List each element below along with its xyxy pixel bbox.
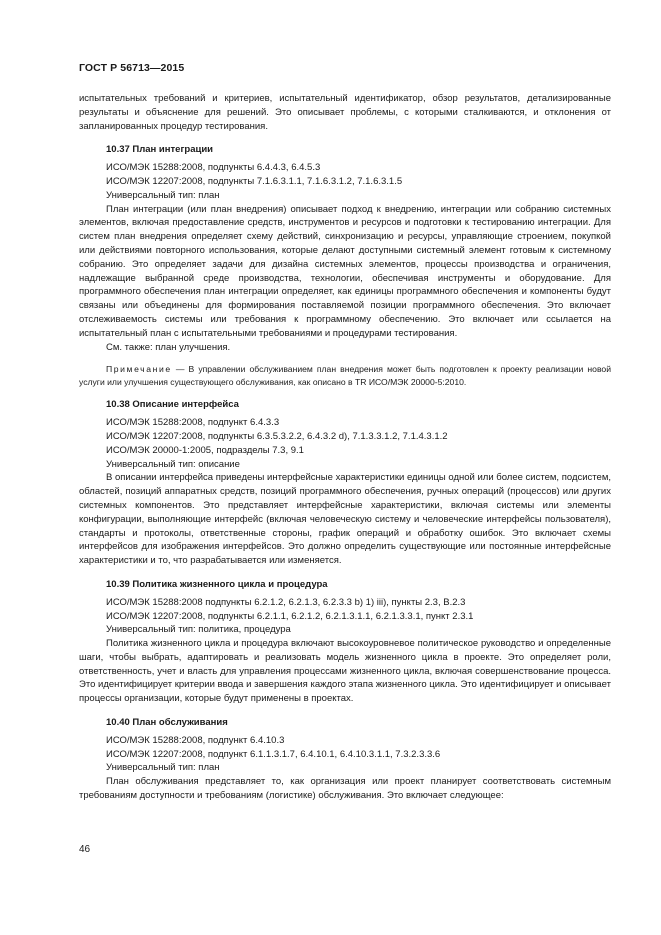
reference-line: ИСО/МЭК 12207:2008, подпункты 6.2.1.1, 6.2.1.2, 6.2.1.3.1.1, 6.2.1.3.3.1, пункт 2.3.1 [106, 610, 474, 622]
reference-line: Универсальный тип: политика, процедура [106, 624, 291, 636]
note-paragraph [79, 363, 611, 388]
reference-line: ИСО/МЭК 20000-1:2005, подразделы 7.3, 9.1 [106, 444, 304, 456]
note-text: — В управлении обслуживанием план внедрения может быть подготовлен к проекту реализации новой услуги или улучшения существующего обслуживания, как описано в TR ИСО/МЭК 20000-5:2010. [79, 364, 611, 387]
intro-paragraph: испытательных требований и критериев, испытательный идентификатор, обзор результатов, детализированные результаты и объяснение для решений. Это описывает проблемы, с которыми сталкиваются, и отклонения от запланированных процедур тестирования. [79, 93, 611, 132]
reference-line: ИСО/МЭК 15288:2008, подпункт 6.4.10.3 [106, 734, 285, 746]
reference-line: Универсальный тип: план [106, 762, 220, 774]
body-paragraph: Политика жизненного цикла и процедура включают высокоуровневое политическое руководство и определенные шаги, чтобы выбрать, адаптировать и реализовать модель жизненного цикла в проекте. Это определяет роли, ответственность, учет и власть для управления процессами жизненного цикла, включая совершенствование процесса. Это идентифицирует критерии ввода и завершения каждого этапа жизненного цикла. Это идентифицирует и описывает процессы организации, которые будут применены в проектах. [79, 638, 611, 705]
body-paragraph: В описании интерфейса приведены интерфейсные характеристики единицы одной или более систем, подсистем, областей, позиций аппаратных средств, позиций программного обеспечения, ручных операций (процессов) или других системных компонентов. Это представляет интерфейсные характеристики, включая системы или элементы конфигурации, выполняющие интерфейс (включая человеческую систему и человеческие интерфейсы пользователя), стандарты и протоколы, ответственные стороны, график операций и обработку ошибок. Это включает схемы интерфейсов для изображения интерфейсов. Это должно определить существующие или постоянные интерфейсные характеристики и то, что разрабатывается или изменяется. [79, 472, 611, 567]
body-paragraph: План обслуживания представляет то, как организация или проект планирует соответствовать системным требованиям доступности и требованиям (логистике) обслуживания. Это включает следующее: [79, 776, 611, 802]
see-also-line: См. также: план улучшения. [106, 341, 231, 353]
section-heading-10-39: 10.39 Политика жизненного цикла и процедура [106, 578, 328, 590]
note-label: Примечание [106, 364, 172, 375]
section-heading-10-38: 10.38 Описание интерфейса [106, 399, 239, 411]
page-number: 46 [79, 844, 91, 855]
section-heading-10-40: 10.40 План обслуживания [106, 717, 228, 729]
document-body [79, 92, 611, 803]
standard-header: ГОСТ Р 56713—2015 [79, 62, 185, 74]
reference-line: Универсальный тип: описание [106, 458, 240, 470]
reference-line: ИСО/МЭК 15288:2008 подпункты 6.2.1.2, 6.2.1.3, 6.2.3.3 b) 1) iii), пункты 2.3, В.2.3 [106, 596, 466, 608]
section-heading-10-37: 10.37 План интеграции [106, 144, 214, 156]
reference-line: ИСО/МЭК 12207:2008, подпункты 7.1.6.3.1.1, 7.1.6.3.1.2, 7.1.6.3.1.5 [106, 175, 403, 187]
reference-line: Универсальный тип: план [106, 189, 220, 201]
body-paragraph: План интеграции (или план внедрения) описывает подход к внедрению, интеграции или собранию системных элементов, включая предоставление средств, инструментов и ресурсов и подготовки к тестированию интеграции. Для систем план внедрения определяет схему действий, синхронизацию и ресурсы, управляющие строением, покупкой или действиями повторного использования, которые делают доступными системный элемент готовым к системному собранию. Это определяет задачи для дизайна системных элементов, процессы производства и ограничения, надлежащие выбранной среде производства, технологии, обеспечивая инструменты и оборудование. Для программного обеспечения план интеграции определяет, как единицы программного обеспечения и компоненты будут связаны или объединены для формирования поставляемой позиции программного обеспечения. Это включает отслеживаемость системы или требования к программному обеспечению. Это включает или ссылается на испытательный план с испытательными требованиями и процедурами тестирования. [79, 203, 611, 339]
reference-line: ИСО/МЭК 15288:2008, подпункты 6.4.4.3, 6.4.5.3 [106, 162, 321, 174]
reference-line: ИСО/МЭК 12207:2008, подпункт 6.1.1.3.1.7, 6.4.10.1, 6.4.10.3.1.1, 7.3.2.3.3.6 [106, 748, 441, 760]
reference-line: ИСО/МЭК 15288:2008, подпункт 6.4.3.3 [106, 417, 280, 429]
reference-line: ИСО/МЭК 12207:2008, подпункты 6.3.5.3.2.2, 6.4.3.2 d), 7.1.3.3.1.2, 7.1.4.3.1.2 [106, 430, 448, 442]
